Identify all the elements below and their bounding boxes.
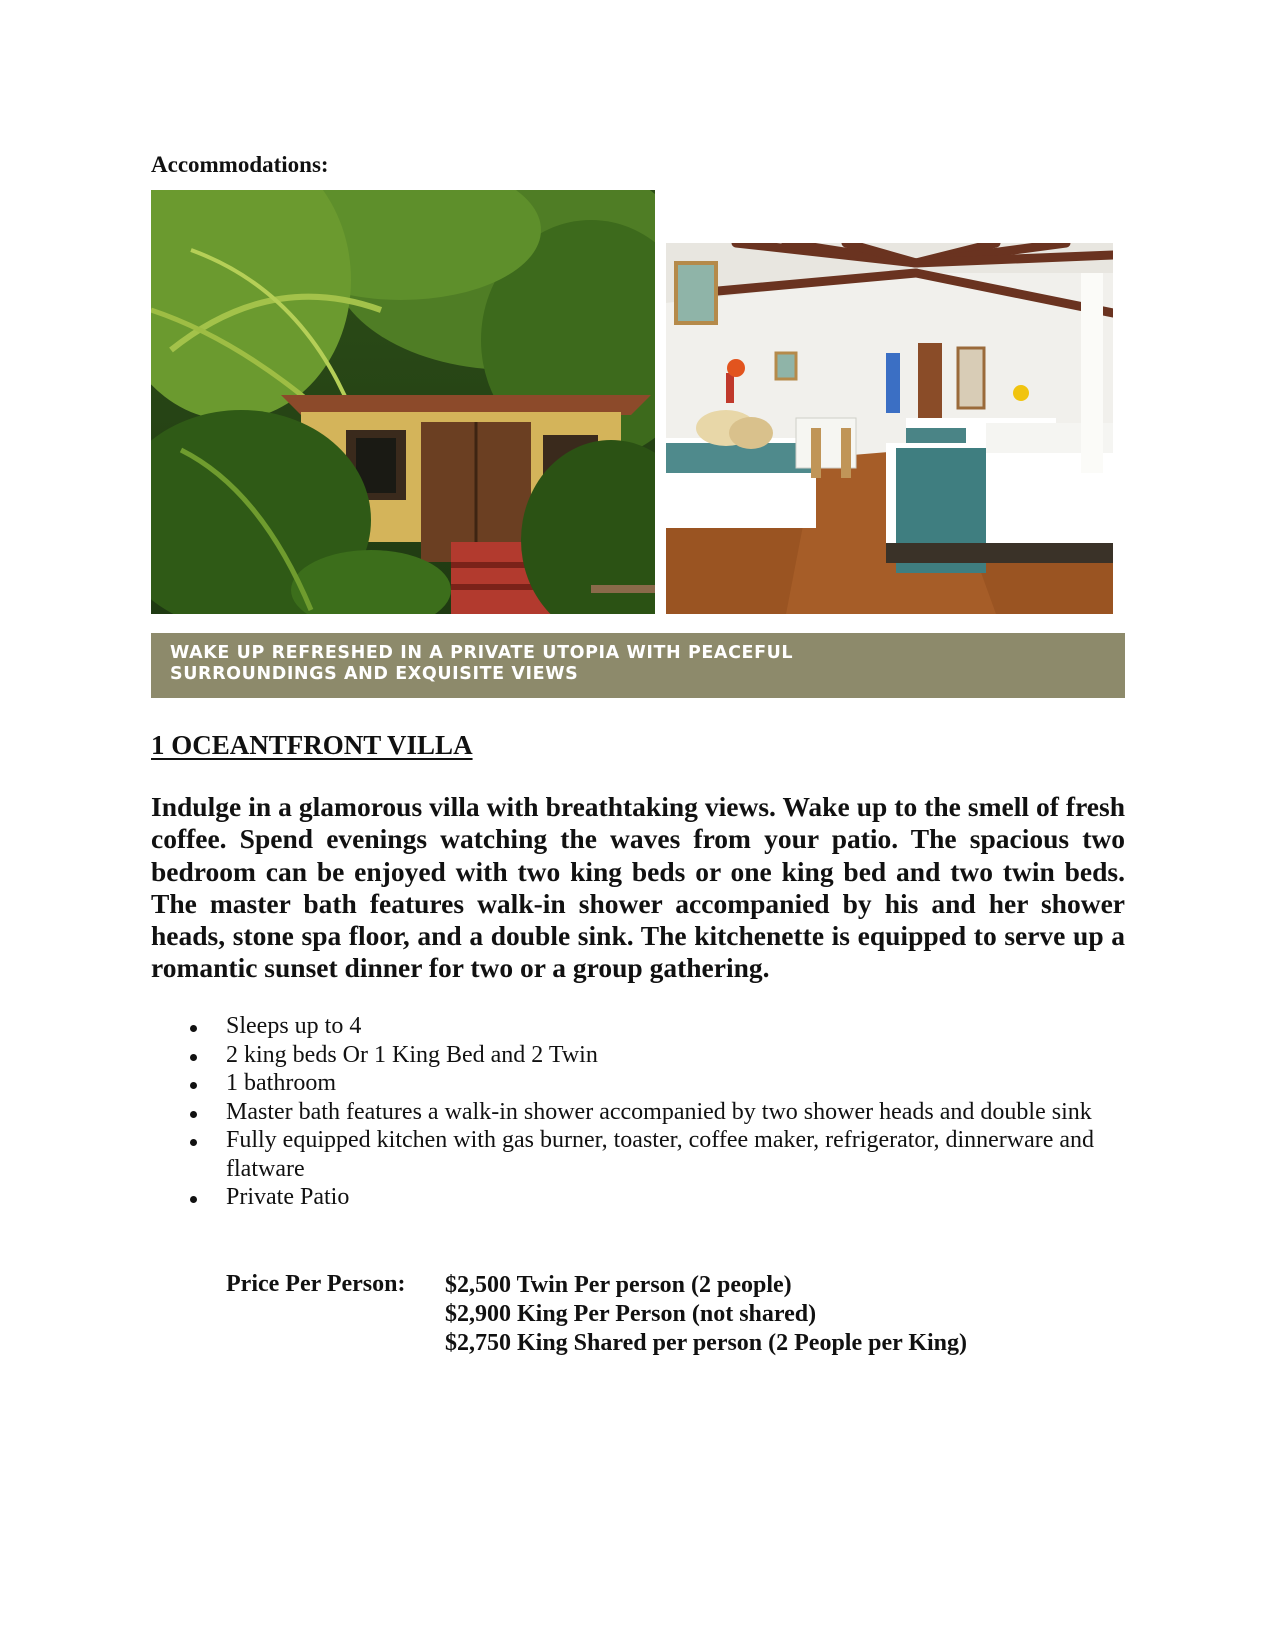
- banner-line-2: SURROUNDINGS AND EXQUISITE VIEWS: [170, 664, 579, 684]
- price-line: $2,500 Twin Per person (2 people): [445, 1272, 792, 1298]
- villa-description: Indulge in a glamorous villa with breathtaking views. Wake up to the smell of fresh coffee. Spend evenings watching the waves from your patio. The spacious two bedroom can be enjoyed with two king beds or one king bed and two twin beds. The master bath features walk-in shower accompanied by his and her shower heads, stone spa floor, and a double sink. The kitchenette is equipped to serve up a romantic sunset dinner for two or a group gathering.: [151, 791, 1125, 984]
- price-label: Price Per Person:: [226, 1271, 406, 1297]
- villa-interior-photo: [666, 243, 1113, 614]
- villa-title: 1 OCEANTFRONT VILLA: [151, 730, 473, 760]
- price-line: $2,750 King Shared per person (2 People per King): [445, 1330, 968, 1356]
- section-heading: Accommodations:: [151, 152, 329, 177]
- banner-line-1: WAKE UP REFRESHED IN A PRIVATE UTOPIA WITH PEACEFUL: [170, 643, 794, 663]
- list-item: Private Patio: [151, 1183, 1111, 1212]
- list-item: Fully equipped kitchen with gas burner, toaster, coffee maker, refrigerator, dinnerware and flatware: [151, 1126, 1111, 1183]
- list-item: 2 king beds Or 1 King Bed and 2 Twin: [151, 1041, 1111, 1070]
- list-item: 1 bathroom: [151, 1069, 1111, 1098]
- cottage-exterior-photo: [151, 190, 655, 614]
- feature-list: [151, 1012, 1111, 1212]
- price-list: [445, 1271, 967, 1358]
- price-line: $2,900 King Per Person (not shared): [445, 1301, 817, 1327]
- list-item: Sleeps up to 4: [151, 1012, 1111, 1041]
- list-item: Master bath features a walk-in shower accompanied by two shower heads and double sink: [151, 1098, 1111, 1127]
- tagline-banner: [151, 633, 1125, 698]
